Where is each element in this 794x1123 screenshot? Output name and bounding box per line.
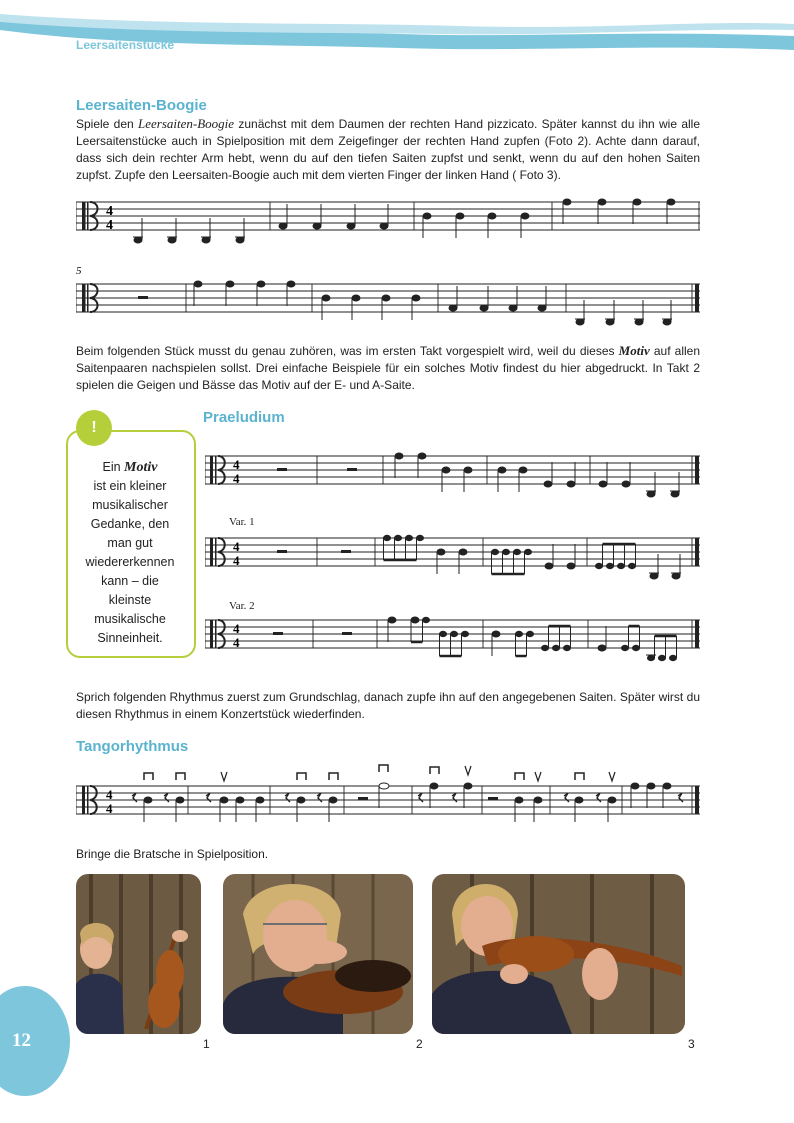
boogie-text-2: zunächst mit dem Daumen der rechten Hand pizzicato. Später kannst du ihn wie alle Leersaitenstücke auch in Spielposition mit dem Zeigefinger der rechten Hand zupfen (Foto 2). Achte dann darauf, dass sich dein rechter Arm hebt, wenn du auf den tiefen Saiten zupfst und senkt, wenn du auf den hohen Saiten zupfst. Zupfe den Leersaiten-Boogie auch mit dem vierten Finger der linken Hand ( Foto 3). [76, 117, 700, 182]
svg-text:4: 4 [233, 553, 240, 568]
boogie-text-italic: Leersaiten-Boogie [138, 116, 235, 131]
measure-number: 5 [76, 265, 82, 277]
page-number-bubble [0, 986, 70, 1096]
rhythm-paragraph: Sprich folgenden Rhythmus zuerst zum Grundschlag, danach zupfe ihn auf den angegebenen Saiten. Später wirst du diesen Rhythmus in einem Konzertstück wiederfinden. [76, 690, 700, 721]
svg-text:4: 4 [233, 471, 240, 486]
var1-label: Var. 1 [229, 516, 255, 528]
boogie-text-1: Spiele den [76, 117, 139, 131]
var2-label: Var. 2 [229, 600, 255, 612]
tango-staff [76, 760, 700, 824]
praeludium-title: Praeludium [203, 409, 285, 426]
info-text [70, 458, 190, 648]
info-text-pre: Ein [102, 460, 125, 474]
caption-3: 3 [688, 1037, 695, 1051]
svg-text:4: 4 [233, 539, 240, 554]
section-label: Leersaitenstücke [76, 38, 175, 52]
time-sig-bottom: 4 [106, 218, 113, 233]
praeludium-staff [205, 448, 700, 504]
svg-text:4: 4 [106, 787, 113, 802]
svg-text:4: 4 [233, 457, 240, 472]
photo-1 [76, 874, 201, 1034]
info-text-bold: Motiv [124, 460, 158, 475]
caption-1: 1 [203, 1037, 210, 1051]
svg-text:4: 4 [233, 621, 240, 636]
position-text: Bringe die Bratsche in Spielposition. [76, 847, 269, 861]
motiv-text-1: Beim folgenden Stück musst du genau zuhören, was im ersten Takt vorgespielt wird, weil du dieses [76, 344, 619, 358]
page-number: 12 [12, 1030, 31, 1051]
tango-title: Tangorhythmus [76, 738, 189, 755]
time-sig-top: 4 [106, 204, 113, 219]
boogie-paragraph [76, 115, 700, 184]
var2-staff [205, 612, 700, 668]
motiv-paragraph [76, 342, 700, 394]
svg-text:4: 4 [233, 635, 240, 650]
var1-staff [205, 530, 700, 586]
boogie-staff-2 [76, 262, 700, 328]
boogie-title: Leersaiten-Boogie [76, 97, 207, 114]
photo-2 [223, 874, 413, 1034]
motiv-text-2: auf allen Saitenpaaren nachspielen sollst. Drei einfache Beispiele für ein solches Motiv findest du hier abgedruckt. In Takt 2 spielen die Geigen und Bässe das Motiv auf der E- und A-Saite. [76, 344, 700, 392]
photo-3 [432, 874, 685, 1034]
info-text-post: ist ein kleiner musikalischer Gedanke, den man gut wiedererkennen kann – die kleinste musikalische Sinneinheit. [85, 479, 175, 645]
down-bow-icon [144, 765, 584, 780]
svg-text:4: 4 [106, 801, 113, 816]
motiv-text-bold: Motiv [618, 343, 650, 358]
info-badge: ! [76, 410, 112, 446]
up-bow-icon [221, 766, 615, 781]
boogie-staff-1 [76, 196, 700, 252]
caption-2: 2 [416, 1037, 423, 1051]
whole-rest-icon [138, 296, 148, 299]
